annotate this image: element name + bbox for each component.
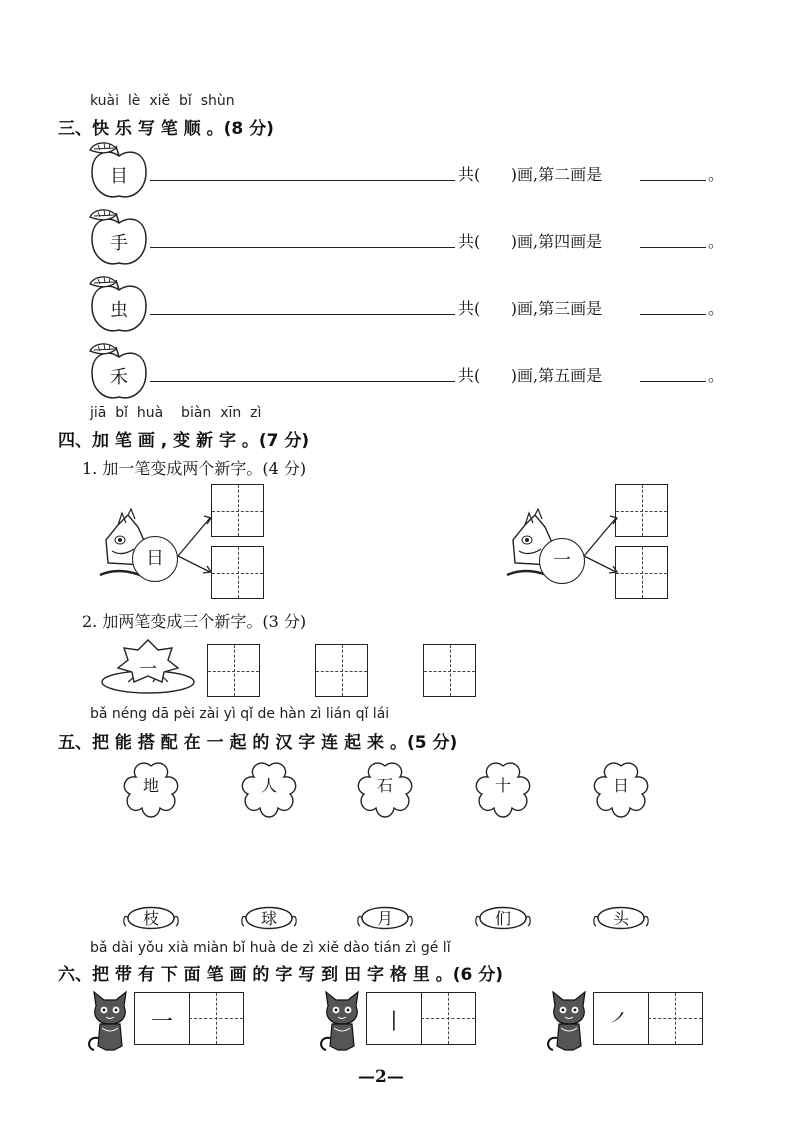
bottom-character: 球: [260, 909, 277, 928]
stroke-answer-line[interactable]: [640, 180, 706, 181]
cat-icon: [86, 988, 134, 1056]
cat-icon: [545, 988, 593, 1056]
stroke-answer-line[interactable]: [640, 381, 706, 382]
section4-pinyin: jiā bǐ huà biàn xīn zì: [90, 405, 262, 421]
tianzige-box[interactable]: [315, 644, 368, 697]
root-circle: [132, 536, 178, 582]
stroke-sample: ㇒: [609, 1010, 632, 1035]
section4-question-1: 1. 加一笔变成两个新字。(4 分): [82, 459, 307, 478]
stroke-grid[interactable]: [366, 992, 476, 1045]
bottom-character: 们: [494, 909, 511, 928]
stroke-count-prompt: 共( )画,第四画是: [458, 232, 603, 251]
stroke-grid[interactable]: [593, 992, 703, 1045]
stroke-order-answer-line[interactable]: [150, 381, 455, 382]
stroke-count-prompt: 共( )画,第五画是: [458, 366, 603, 385]
stroke-order-character: 目: [110, 166, 128, 187]
section6-pinyin: bǎ dài yǒu xià miàn bǐ huà de zì xiě dào tián zì gé lǐ: [90, 940, 451, 956]
tianzige-box[interactable]: [615, 546, 668, 599]
section3-title: 三、快 乐 写 笔 顺 。(8 分): [58, 119, 274, 139]
sentence-end: 。: [708, 366, 725, 385]
top-character: 地: [142, 776, 159, 795]
bottom-character: 枝: [142, 909, 159, 928]
root-circle: [539, 538, 585, 584]
sentence-end: 。: [708, 165, 725, 184]
page-number: —2—: [358, 1067, 404, 1087]
tianzige-box[interactable]: [423, 644, 476, 697]
branch-arrows: [176, 506, 216, 582]
stroke-order-character: 虫: [110, 300, 128, 321]
top-character: 石: [376, 776, 393, 795]
tianzige-box[interactable]: [615, 484, 668, 537]
stroke-count-prompt: 共( )画,第三画是: [458, 299, 603, 318]
stroke-sample: 丨: [382, 1010, 405, 1035]
root-character: 日: [146, 548, 164, 569]
sentence-end: 。: [708, 232, 725, 251]
stroke-answer-line[interactable]: [640, 314, 706, 315]
section4-title: 四、加 笔 画 , 变 新 字 。(7 分): [58, 431, 310, 451]
top-character: 十: [494, 776, 511, 795]
stroke-answer-line[interactable]: [640, 247, 706, 248]
section5-title: 五、把 能 搭 配 在 一 起 的 汉 字 连 起 来 。(5 分): [58, 733, 458, 753]
stroke-grid[interactable]: [134, 992, 244, 1045]
tianzige-box[interactable]: [207, 644, 260, 697]
bottom-character: 月: [376, 909, 393, 928]
cat-icon: [318, 988, 366, 1056]
section6-title: 六、把 带 有 下 面 笔 画 的 字 写 到 田 字 格 里 。(6 分): [58, 965, 504, 985]
stroke-order-character: 手: [110, 233, 128, 254]
section4-question-2: 2. 加两笔变成三个新字。(3 分): [82, 612, 307, 631]
top-character: 日: [612, 776, 629, 795]
stroke-sample: 一: [150, 1010, 173, 1035]
stroke-count-prompt: 共( )画,第二画是: [458, 165, 603, 184]
root-character: 一: [553, 550, 571, 571]
sentence-end: 。: [708, 299, 725, 318]
bottom-character: 头: [612, 909, 629, 928]
section3-pinyin: kuài lè xiě bǐ shùn: [90, 93, 235, 109]
stroke-order-answer-line[interactable]: [150, 314, 455, 315]
lily-character: 一: [139, 659, 157, 680]
stroke-order-answer-line[interactable]: [150, 180, 455, 181]
section5-pinyin: bǎ néng dā pèi zài yì qǐ de hàn zì lián qǐ lái: [90, 706, 390, 722]
tianzige-box[interactable]: [211, 484, 264, 537]
top-character: 人: [260, 776, 277, 795]
tianzige-box[interactable]: [211, 546, 264, 599]
stroke-order-character: 禾: [110, 367, 128, 388]
stroke-order-answer-line[interactable]: [150, 247, 455, 248]
